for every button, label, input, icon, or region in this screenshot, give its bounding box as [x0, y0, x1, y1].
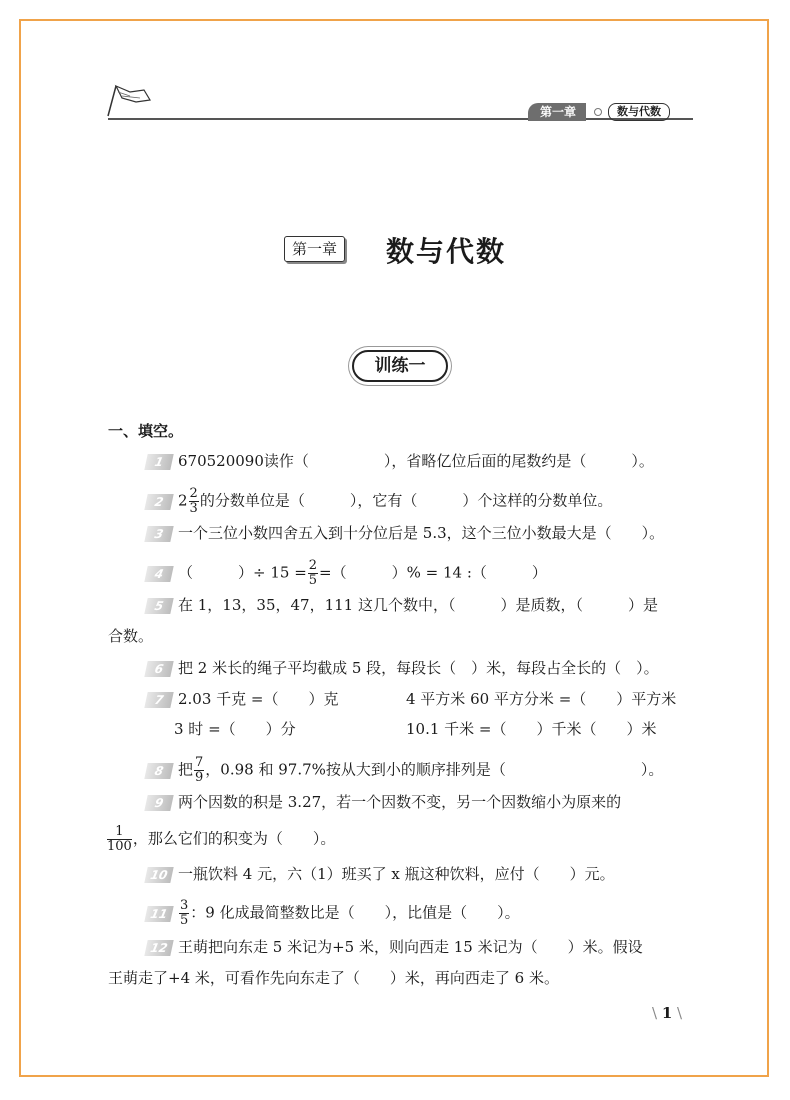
question-text: 在 1，13，35，47，111 这几个数中，（ ）是质数，（ ）是 [178, 596, 658, 614]
question-9 [146, 792, 621, 812]
mixed-whole: 2 [178, 491, 188, 510]
question-7 [146, 689, 339, 709]
header-rule [108, 118, 693, 120]
denominator: 5 [180, 913, 189, 928]
question-9-continued [106, 825, 335, 854]
question-number: 5 [144, 598, 173, 614]
question-7-c: 3 时 =（ ）分 [174, 720, 296, 738]
numerator: 3 [180, 898, 189, 913]
question-1 [146, 451, 654, 471]
page-number-right-mark: \ [672, 1004, 683, 1022]
chapter-title: 数与代数 [386, 235, 507, 268]
page-number-left-mark: \ [652, 1004, 662, 1022]
question-10 [146, 864, 615, 884]
question-text: 一个三位小数四舍五入到十分位后是 5.3，这个三位小数最大是（ ）。 [178, 524, 665, 542]
question-6 [146, 658, 659, 678]
numerator: 7 [195, 755, 204, 770]
question-text: 王萌把向东走 5 米记为+5 米，则向西走 15 米记为（ ）米。假设 [178, 938, 643, 956]
question-text: ，0.98 和 97.7%按从大到小的顺序排列是（ ）。 [205, 760, 664, 779]
question-3 [146, 523, 664, 543]
numerator: 2 [189, 486, 198, 501]
fraction [194, 756, 204, 785]
numerator: 1 [107, 825, 132, 840]
question-12-continued: 王萌走了+4 米，可看作先向东走了（ ）米，再向西走了 6 米。 [108, 969, 559, 987]
question-number: 9 [144, 795, 173, 811]
page-number [652, 1004, 682, 1022]
header-chapter-box: 数与代数 [608, 103, 670, 121]
question-number: 12 [144, 940, 173, 956]
question-text: 把 2 米长的绳子平均截成 5 段，每段长（ ）米，每段占全长的（ ）。 [178, 659, 659, 677]
question-number: 6 [144, 661, 173, 677]
question-text-b: =（ ）% = 14 :（ ） [319, 563, 547, 582]
question-5 [146, 595, 658, 615]
question-text: 的分数单位是（ ），它有（ ）个这样的分数单位。 [199, 491, 613, 510]
denominator: 3 [189, 501, 198, 516]
chapter-tag: 第一章 [284, 236, 345, 262]
question-number: 8 [144, 763, 173, 779]
question-11 [146, 899, 520, 928]
fraction [189, 487, 199, 516]
question-text: ，那么它们的积变为（ ）。 [132, 829, 336, 848]
question-number: 11 [144, 906, 173, 922]
question-7-d: 10.1 千米 =（ ）千米（ ）米 [406, 720, 657, 738]
question-number: 1 [144, 454, 173, 470]
question-text: 670520090读作（ ），省略亿位后面的尾数约是（ ）。 [178, 452, 654, 470]
training-badge: 训练一 [352, 350, 448, 382]
question-text: ：9 化成最简整数比是（ ），比值是（ ）。 [190, 903, 520, 922]
question-7-b: 4 平方米 60 平方分米 =（ ）平方米 [406, 690, 677, 708]
question-5-continued: 合数。 [108, 627, 154, 645]
question-text-a: 2.03 千克 =（ ）克 [178, 690, 339, 708]
question-text: 两个因数的积是 3.27，若一个因数不变，另一个因数缩小为原来的 [178, 793, 622, 811]
flag-icon [100, 82, 156, 118]
fraction [179, 899, 189, 928]
question-number: 2 [144, 494, 173, 510]
question-text-a: （ ）÷ 15 = [178, 563, 307, 582]
question-8 [146, 756, 663, 785]
section-title: 一、填空。 [108, 422, 184, 440]
page-number-value: 1 [661, 1004, 673, 1022]
question-number: 4 [144, 566, 173, 582]
header-dot [594, 108, 602, 116]
question-4 [146, 559, 547, 588]
denominator: 9 [195, 770, 204, 785]
question-number: 10 [144, 867, 173, 883]
question-2 [146, 487, 612, 516]
question-pre: 把 [178, 760, 194, 779]
denominator: 5 [308, 573, 318, 588]
header-chapter-tab: 第一章 [528, 103, 586, 121]
denominator: 100 [107, 839, 132, 854]
question-number: 3 [144, 526, 173, 542]
question-12 [146, 937, 643, 957]
fraction [308, 559, 318, 588]
question-text: 一瓶饮料 4 元，六（1）班买了 x 瓶这种饮料，应付（ ）元。 [178, 865, 615, 883]
numerator: 2 [308, 558, 318, 573]
fraction [107, 825, 132, 854]
question-number: 7 [144, 692, 173, 708]
